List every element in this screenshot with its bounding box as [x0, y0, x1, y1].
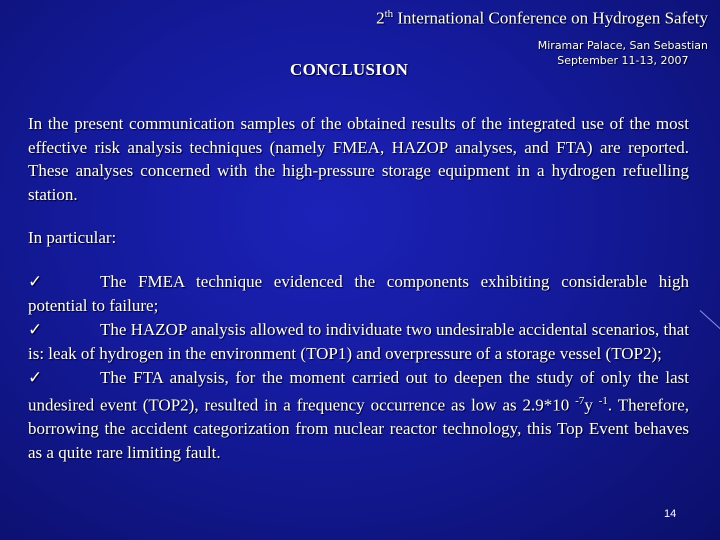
- bullet-item-fta: [28, 366, 689, 465]
- slide-title: CONCLUSION: [290, 60, 409, 79]
- conference-name: International Conference on Hydrogen Safety: [393, 8, 708, 28]
- venue-location: Miramar Palace, San Sebastian: [537, 39, 708, 52]
- venue-dates: September 11-13, 2007: [557, 54, 689, 67]
- checkmark-icon: ✓: [28, 319, 43, 340]
- bullet-text-part-a: The FTA analysis, for the moment carried out to deepen the study of only the last undesired event (TOP2), resulted in a frequency occurrence as low as 2.9*10: [28, 367, 689, 415]
- exponent-year: -1: [598, 395, 608, 407]
- exponent-frequency: -7: [575, 395, 585, 407]
- intro-paragraph: In the present communication samples of the obtained results of the integrated use of the most effective risk analysis techniques (namely FMEA, HAZOP analyses, and FTA) are reported. These analyses concerned with the high-pressure storage equipment in a hydrogen refuelling station.: [28, 114, 689, 204]
- bullet-text-part-b: y: [584, 395, 599, 415]
- bullet-text: The HAZOP analysis allowed to individuate two undesirable accidental scenarios, that is: leak of hydrogen in the environment (TOP1) and overpressure of a storage vessel (TOP2);: [28, 319, 690, 363]
- page-number: 14: [664, 508, 677, 520]
- conference-title: [376, 8, 708, 29]
- bullet-text: The FMEA technique evidenced the components exhibiting considerable high potential to failure;: [28, 271, 689, 315]
- bullet-text-part-c: . Therefore, borrowing the accident categorization from nuclear reactor technology, this Top Event behaves as a quite rare limiting fault.: [28, 395, 690, 462]
- conference-number: 2: [376, 8, 385, 28]
- venue-block: [538, 38, 708, 68]
- conference-ordinal-suffix: th: [384, 8, 394, 20]
- in-particular-label: In particular:: [28, 228, 117, 247]
- bullet-item-fmea: [28, 270, 689, 318]
- bullet-item-hazop: [28, 318, 689, 366]
- checkmark-icon: ✓: [28, 271, 43, 292]
- decorative-line: [700, 310, 720, 331]
- checkmark-icon: ✓: [28, 367, 43, 388]
- slide-body: [28, 112, 689, 464]
